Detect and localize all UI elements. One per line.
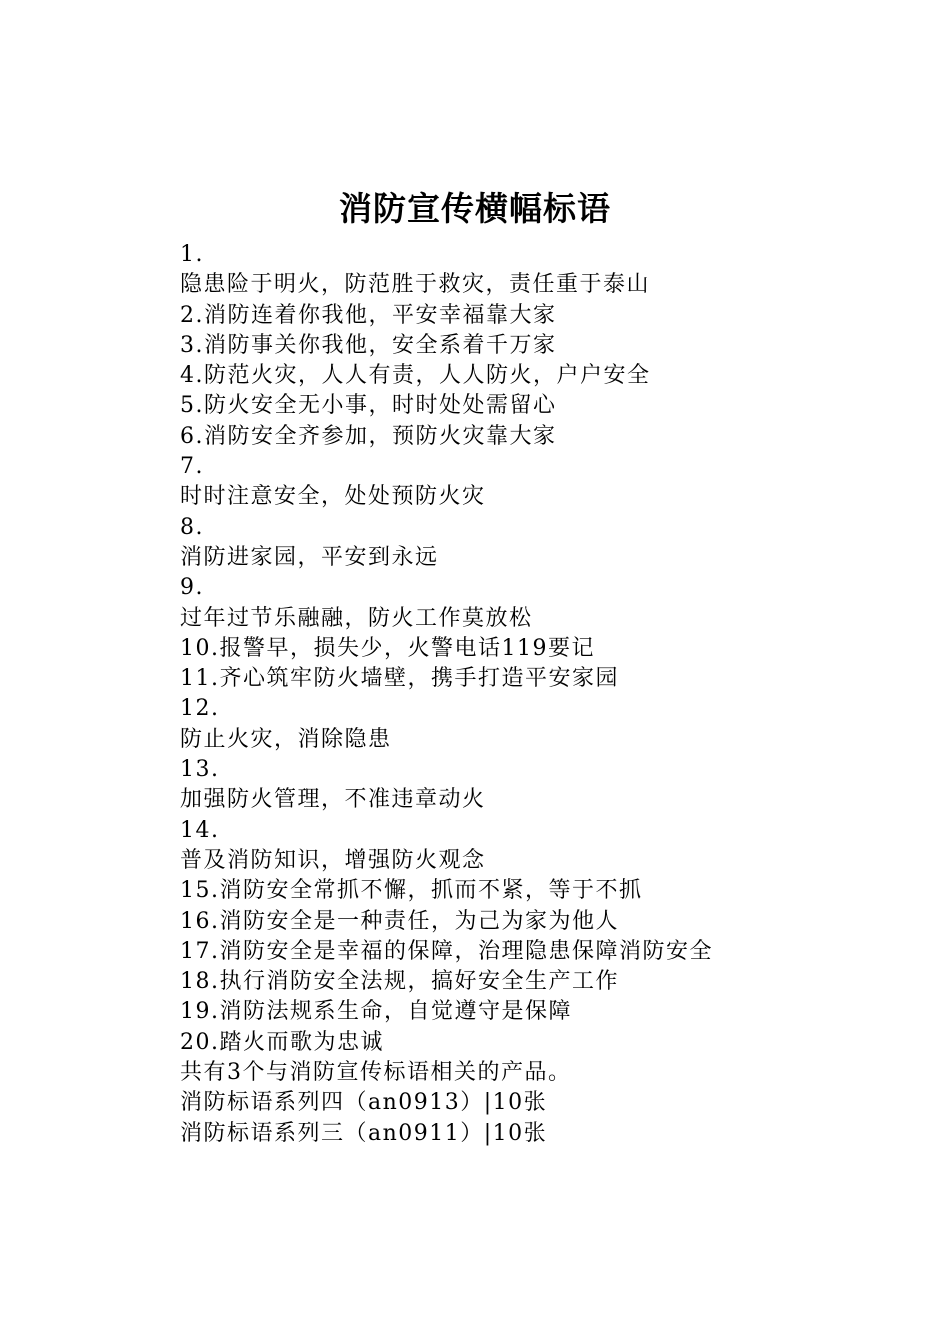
text-line: 过年过节乐融融，防火工作莫放松 (180, 605, 533, 631)
text-line: 6.消防安全齐参加，预防火灾靠大家 (180, 423, 557, 449)
text-line: 16.消防安全是一种责任，为己为家为他人 (180, 908, 619, 934)
product-link[interactable]: 消防标语系列四（an0913）|10张 (180, 1090, 548, 1116)
document-title: 消防宣传横幅标语 (339, 189, 611, 228)
text-line: 4.防范火灾，人人有责，人人防火，户户安全 (180, 363, 651, 389)
text-line: 9. (180, 575, 204, 601)
text-line: 18.执行消防安全法规，搞好安全生产工作 (180, 969, 619, 995)
text-line: 8. (180, 514, 204, 540)
text-line: 7. (180, 454, 204, 480)
text-line: 普及消防知识，增强防火观念 (180, 847, 486, 873)
text-line: 消防进家园，平安到永远 (180, 544, 439, 570)
text-line: 11.齐心筑牢防火墙壁，携手打造平安家园 (180, 666, 619, 692)
product-link[interactable]: 消防标语系列三（an0911）|10张 (180, 1120, 548, 1146)
text-line: 2.消防连着你我他，平安幸福靠大家 (180, 302, 557, 328)
text-line: 加强防火管理，不准违章动火 (180, 787, 486, 813)
text-line: 20.踏火而歌为忠诚 (180, 1029, 384, 1055)
text-line: 19.消防法规系生命，自觉遵守是保障 (180, 999, 572, 1025)
text-line: 14. (180, 817, 220, 843)
text-line: 12. (180, 696, 220, 722)
text-line: 隐患险于明火，防范胜于救灾，责任重于泰山 (180, 272, 651, 298)
document-body (180, 240, 860, 1149)
text-line: 共有3个与消防宣传标语相关的产品。 (180, 1060, 572, 1086)
text-line: 15.消防安全常抓不懈，抓而不紧，等于不抓 (180, 878, 643, 904)
text-line: 17.消防安全是幸福的保障，治理隐患保障消防安全 (180, 938, 713, 964)
text-line: 3.消防事关你我他，安全系着千万家 (180, 332, 557, 358)
text-line: 13. (180, 757, 220, 783)
text-line: 防止火灾，消除隐患 (180, 726, 392, 752)
text-line: 1. (180, 242, 204, 267)
text-line: 10.报警早，损失少，火警电话119要记 (180, 635, 595, 661)
text-line: 5.防火安全无小事，时时处处需留心 (180, 393, 557, 419)
text-line: 时时注意安全，处处预防火灾 (180, 484, 486, 510)
